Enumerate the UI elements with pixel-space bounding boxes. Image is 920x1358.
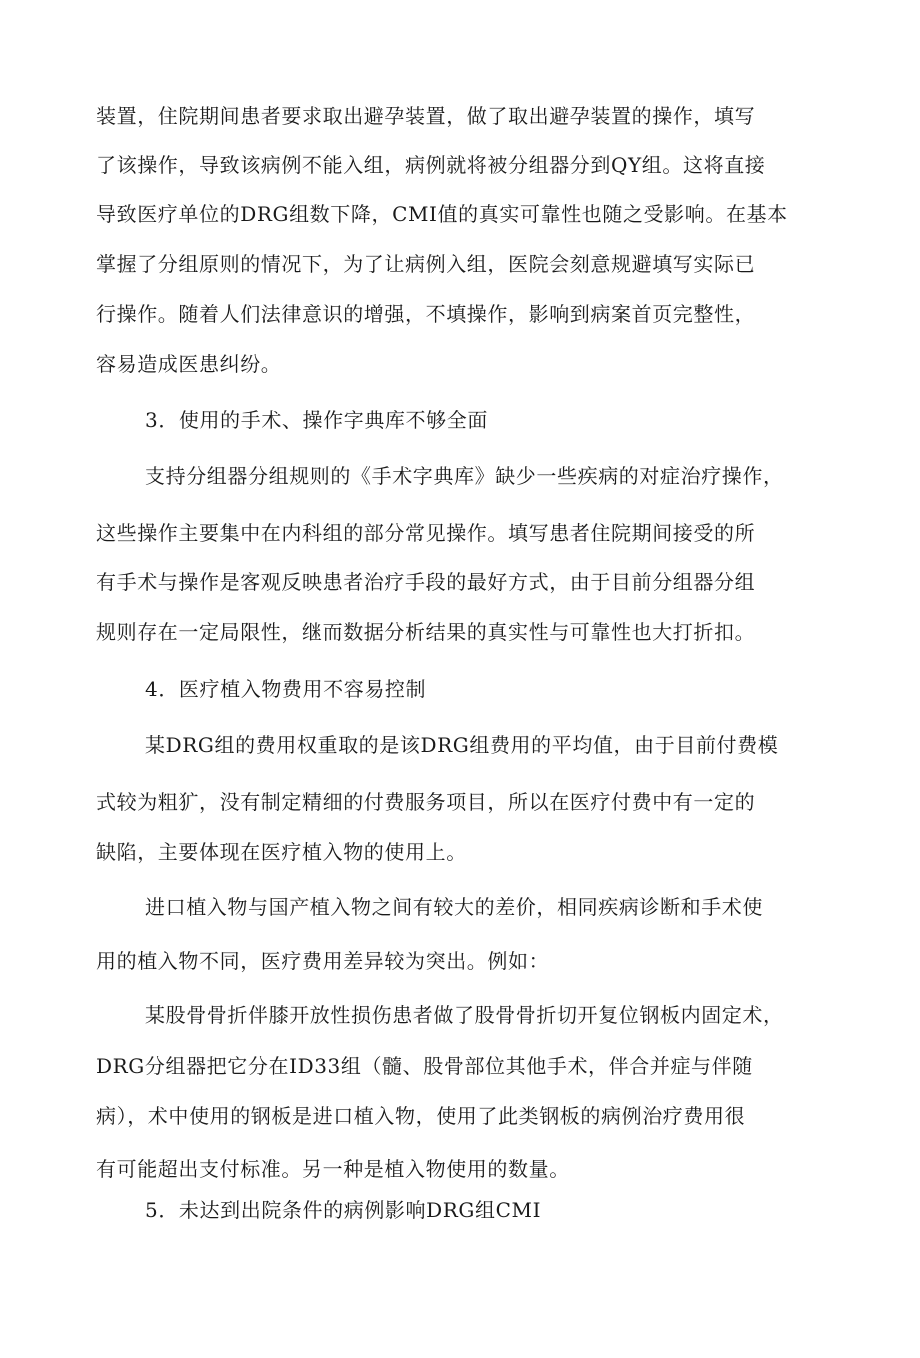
paragraph-line: 有可能超出支付标准。另一种是植入物使用的数量。: [96, 1157, 570, 1181]
section-heading-5: 5．未达到出院条件的病例影响DRG组CMI: [145, 1198, 542, 1222]
paragraph-line: 用的植入物不同，医疗费用差异较为突出。例如：: [96, 949, 550, 973]
paragraph-line: 支持分组器分组规则的《手术字典库》缺少一些疾病的对症治疗操作，: [145, 464, 784, 488]
paragraph-line: 容易造成医患纠纷。: [96, 352, 282, 376]
paragraph-line: 进口植入物与国产植入物之间有较大的差价，相同疾病诊断和手术使: [145, 895, 763, 919]
paragraph-line: 导致医疗单位的DRG组数下降，CMI值的真实可靠性也随之受影响。在基本: [96, 202, 788, 226]
paragraph-line: 装置，住院期间患者要求取出避孕装置，做了取出避孕装置的操作，填写: [96, 104, 756, 128]
paragraph-line: 这些操作主要集中在内科组的部分常见操作。填写患者住院期间接受的所: [96, 521, 756, 545]
paragraph-line: 病），术中使用的钢板是进口植入物，使用了此类钢板的病例治疗费用很: [96, 1104, 746, 1128]
paragraph-line: 某DRG组的费用权重取的是该DRG组费用的平均值，由于目前付费模: [145, 733, 779, 757]
paragraph-line: 了该操作，导致该病例不能入组，病例就将被分组器分到QY组。这将直接: [96, 153, 766, 177]
section-heading-4: 4．医疗植入物费用不容易控制: [145, 677, 427, 701]
section-heading-3: 3．使用的手术、操作字典库不够全面: [145, 408, 488, 432]
paragraph-line: 有手术与操作是客观反映患者治疗手段的最好方式，由于目前分组器分组: [96, 570, 756, 594]
paragraph-line: 某股骨骨折伴膝开放性损伤患者做了股骨骨折切开复位钢板内固定术，: [145, 1003, 784, 1027]
paragraph-line: 缺陷，主要体现在医疗植入物的使用上。: [96, 840, 467, 864]
paragraph-line: 式较为粗犷，没有制定精细的付费服务项目，所以在医疗付费中有一定的: [96, 790, 756, 814]
paragraph-line: 掌握了分组原则的情况下，为了让病例入组，医院会刻意规避填写实际已: [96, 252, 756, 276]
paragraph-line: 规则存在一定局限性，继而数据分析结果的真实性与可靠性也大打折扣。: [96, 620, 756, 644]
paragraph-line: 行操作。随着人们法律意识的增强，不填操作，影响到病案首页完整性，: [96, 302, 756, 326]
paragraph-line: DRG分组器把它分在ID33组（髓、股骨部位其他手术，伴合并症与伴随: [96, 1054, 753, 1078]
